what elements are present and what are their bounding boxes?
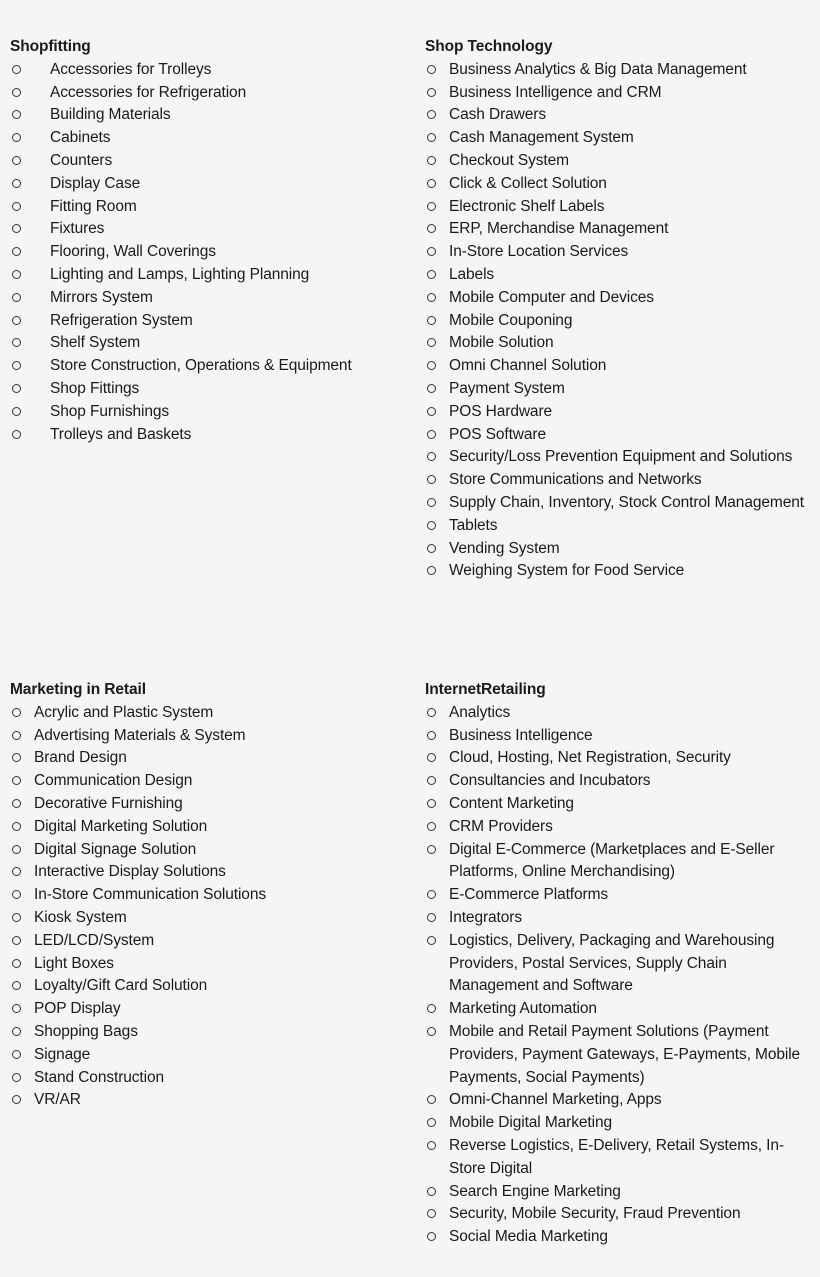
list-item xyxy=(10,196,410,219)
list-item-text: Shelf System xyxy=(50,334,141,352)
hollow-circle-bullet-icon xyxy=(427,332,436,355)
section-internet-retailing xyxy=(425,679,820,1249)
list-item xyxy=(10,401,410,424)
hollow-circle-bullet-icon xyxy=(12,82,21,105)
list-item xyxy=(425,492,820,515)
hollow-circle-bullet-icon xyxy=(12,1044,21,1067)
list-item xyxy=(10,1044,410,1067)
hollow-circle-bullet-icon xyxy=(12,725,21,748)
list-item-text: Content Marketing xyxy=(449,794,574,812)
list-item xyxy=(425,59,820,82)
hollow-circle-bullet-icon xyxy=(12,1067,21,1090)
list-item xyxy=(10,173,410,196)
list-item-text: POS Software xyxy=(449,425,547,443)
hollow-circle-bullet-icon xyxy=(12,747,21,770)
list-item-text: VR/AR xyxy=(34,1091,81,1109)
hollow-circle-bullet-icon xyxy=(427,816,436,839)
list-item-text: Business Intelligence xyxy=(449,726,593,744)
hollow-circle-bullet-icon xyxy=(427,884,436,907)
list-item xyxy=(425,560,820,583)
list-item xyxy=(10,241,410,264)
list-item-text: Consultancies and Incubators xyxy=(449,772,651,790)
list-item xyxy=(425,702,820,725)
list-item xyxy=(425,310,820,333)
list-item-text: Mobile Solution xyxy=(449,334,554,352)
shopfitting-list xyxy=(10,59,410,447)
list-item xyxy=(10,1067,410,1090)
list-item-text: Mirrors System xyxy=(50,288,153,306)
list-item-text: Business Analytics & Big Data Management xyxy=(449,60,747,78)
list-item xyxy=(425,82,820,105)
list-item-text: Mobile Computer and Devices xyxy=(449,288,654,306)
list-item xyxy=(10,1021,410,1044)
hollow-circle-bullet-icon xyxy=(427,1112,436,1135)
list-item xyxy=(10,424,410,447)
list-item-text: Digital Signage Solution xyxy=(34,840,197,858)
list-item xyxy=(10,884,410,907)
list-item-text: Marketing Automation xyxy=(449,1000,597,1018)
list-item xyxy=(425,355,820,378)
hollow-circle-bullet-icon xyxy=(12,355,21,378)
list-item-text: Supply Chain, Inventory, Stock Control Management xyxy=(449,493,804,511)
hollow-circle-bullet-icon xyxy=(427,998,436,1021)
hollow-circle-bullet-icon xyxy=(427,310,436,333)
list-item-text: Integrators xyxy=(449,908,522,926)
list-item-text: Refrigeration System xyxy=(50,311,193,329)
hollow-circle-bullet-icon xyxy=(427,264,436,287)
list-item xyxy=(425,930,820,998)
hollow-circle-bullet-icon xyxy=(427,82,436,105)
list-item-text: Flooring, Wall Coverings xyxy=(50,243,216,261)
hollow-circle-bullet-icon xyxy=(427,770,436,793)
list-item-text: Cash Management System xyxy=(449,129,634,147)
list-item-text: In-Store Location Services xyxy=(449,243,629,261)
hollow-circle-bullet-icon xyxy=(427,1021,436,1044)
list-item xyxy=(425,127,820,150)
list-item-text: Reverse Logistics, E-Delivery, Retail Systems, In-Store Digital xyxy=(449,1136,784,1177)
hollow-circle-bullet-icon xyxy=(12,907,21,930)
list-item xyxy=(425,1203,820,1226)
list-item-text: Store Construction, Operations & Equipment xyxy=(50,357,352,375)
list-item xyxy=(425,1226,820,1249)
hollow-circle-bullet-icon xyxy=(427,793,436,816)
list-item-text: Shop Furnishings xyxy=(50,402,170,420)
hollow-circle-bullet-icon xyxy=(427,1226,436,1249)
hollow-circle-bullet-icon xyxy=(427,355,436,378)
list-item xyxy=(10,104,410,127)
list-item xyxy=(425,770,820,793)
list-item-text: Analytics xyxy=(449,703,511,721)
list-item-text: Shop Fittings xyxy=(50,379,140,397)
hollow-circle-bullet-icon xyxy=(427,446,436,469)
hollow-circle-bullet-icon xyxy=(12,150,21,173)
list-item xyxy=(10,770,410,793)
hollow-circle-bullet-icon xyxy=(427,747,436,770)
list-item xyxy=(425,793,820,816)
list-item-text: Labels xyxy=(449,265,495,283)
list-item-text: Social Media Marketing xyxy=(449,1228,608,1246)
list-item-text: Acrylic and Plastic System xyxy=(34,703,214,721)
list-item-text: Display Case xyxy=(50,174,141,192)
section-title-marketing-in-retail: Marketing in Retail xyxy=(10,681,146,698)
hollow-circle-bullet-icon xyxy=(12,241,21,264)
hollow-circle-bullet-icon xyxy=(427,150,436,173)
hollow-circle-bullet-icon xyxy=(427,702,436,725)
list-item xyxy=(10,127,410,150)
list-item-text: Digital Marketing Solution xyxy=(34,817,208,835)
hollow-circle-bullet-icon xyxy=(427,1089,436,1112)
hollow-circle-bullet-icon xyxy=(427,401,436,424)
list-item xyxy=(425,218,820,241)
list-item-text: CRM Providers xyxy=(449,817,553,835)
list-item xyxy=(425,401,820,424)
list-item xyxy=(425,173,820,196)
list-item xyxy=(10,725,410,748)
list-item xyxy=(10,975,410,998)
hollow-circle-bullet-icon xyxy=(427,196,436,219)
list-item xyxy=(10,907,410,930)
list-item xyxy=(425,104,820,127)
section-marketing-in-retail xyxy=(10,679,410,1112)
marketing-in-retail-list xyxy=(10,702,410,1112)
list-item-text: ERP, Merchandise Management xyxy=(449,220,669,238)
list-item-text: LED/LCD/System xyxy=(34,931,155,949)
list-item-text: Omni-Channel Marketing, Apps xyxy=(449,1091,662,1109)
hollow-circle-bullet-icon xyxy=(12,264,21,287)
hollow-circle-bullet-icon xyxy=(427,127,436,150)
list-item xyxy=(425,884,820,907)
list-item xyxy=(425,1135,820,1181)
section-title-shop-technology: Shop Technology xyxy=(425,38,553,55)
hollow-circle-bullet-icon xyxy=(12,173,21,196)
list-item-text: Accessories for Trolleys xyxy=(50,60,212,78)
hollow-circle-bullet-icon xyxy=(427,1181,436,1204)
list-item xyxy=(425,196,820,219)
hollow-circle-bullet-icon xyxy=(12,59,21,82)
hollow-circle-bullet-icon xyxy=(12,218,21,241)
list-item xyxy=(425,907,820,930)
list-item-text: Accessories for Refrigeration xyxy=(50,83,247,101)
list-item-text: Brand Design xyxy=(34,749,127,767)
list-item-text: Click & Collect Solution xyxy=(449,174,607,192)
list-item xyxy=(425,241,820,264)
section-shopfitting xyxy=(10,36,410,446)
hollow-circle-bullet-icon xyxy=(12,287,21,310)
section-shop-technology xyxy=(425,36,820,583)
list-item-text: POS Hardware xyxy=(449,402,553,420)
list-item xyxy=(425,1021,820,1089)
list-item xyxy=(425,446,820,469)
hollow-circle-bullet-icon xyxy=(427,287,436,310)
shop-technology-list xyxy=(425,59,820,583)
list-item xyxy=(10,953,410,976)
list-item-text: Communication Design xyxy=(34,772,193,790)
list-item xyxy=(10,998,410,1021)
list-item xyxy=(10,332,410,355)
list-item-text: POP Display xyxy=(34,1000,121,1018)
hollow-circle-bullet-icon xyxy=(427,538,436,561)
hollow-circle-bullet-icon xyxy=(427,839,436,862)
list-item xyxy=(425,839,820,885)
hollow-circle-bullet-icon xyxy=(427,1135,436,1158)
hollow-circle-bullet-icon xyxy=(427,173,436,196)
hollow-circle-bullet-icon xyxy=(12,332,21,355)
list-item xyxy=(425,287,820,310)
list-item-text: E-Commerce Platforms xyxy=(449,886,609,904)
list-item-text: In-Store Communication Solutions xyxy=(34,886,266,904)
hollow-circle-bullet-icon xyxy=(12,793,21,816)
list-item xyxy=(425,998,820,1021)
hollow-circle-bullet-icon xyxy=(12,424,21,447)
list-item-text: Electronic Shelf Labels xyxy=(449,197,605,215)
list-item-text: Search Engine Marketing xyxy=(449,1182,621,1200)
list-item xyxy=(10,355,410,378)
section-title-shopfitting: Shopfitting xyxy=(10,38,91,55)
list-item-text: Vending System xyxy=(449,539,560,557)
list-item-text: Weighing System for Food Service xyxy=(449,562,685,580)
hollow-circle-bullet-icon xyxy=(427,907,436,930)
list-item-text: Mobile Digital Marketing xyxy=(449,1114,612,1132)
list-item-text: Counters xyxy=(50,151,113,169)
list-item-text: Security, Mobile Security, Fraud Prevention xyxy=(449,1205,741,1223)
list-item-text: Cabinets xyxy=(50,129,111,147)
list-item-text: Security/Loss Prevention Equipment and Solutions xyxy=(449,448,793,466)
list-item xyxy=(10,793,410,816)
list-item xyxy=(425,469,820,492)
list-item xyxy=(10,59,410,82)
list-item xyxy=(425,332,820,355)
section-title-internet-retailing: InternetRetailing xyxy=(425,681,546,698)
hollow-circle-bullet-icon xyxy=(12,1021,21,1044)
hollow-circle-bullet-icon xyxy=(427,104,436,127)
list-item xyxy=(425,1181,820,1204)
hollow-circle-bullet-icon xyxy=(12,930,21,953)
list-item-text: Digital E-Commerce (Marketplaces and E-Seller Platforms, Online Merchandising) xyxy=(449,840,775,881)
list-item-text: Stand Construction xyxy=(34,1068,165,1086)
hollow-circle-bullet-icon xyxy=(12,127,21,150)
list-item xyxy=(425,150,820,173)
list-item xyxy=(10,816,410,839)
hollow-circle-bullet-icon xyxy=(12,310,21,333)
hollow-circle-bullet-icon xyxy=(427,469,436,492)
hollow-circle-bullet-icon xyxy=(427,560,436,583)
list-item-text: Fixtures xyxy=(50,220,105,238)
list-item xyxy=(425,515,820,538)
list-item xyxy=(10,378,410,401)
hollow-circle-bullet-icon xyxy=(12,839,21,862)
list-item xyxy=(425,378,820,401)
list-item xyxy=(10,310,410,333)
list-item-text: Advertising Materials & System xyxy=(34,726,246,744)
hollow-circle-bullet-icon xyxy=(427,930,436,953)
hollow-circle-bullet-icon xyxy=(427,492,436,515)
list-item xyxy=(425,424,820,447)
hollow-circle-bullet-icon xyxy=(12,816,21,839)
list-item-text: Mobile Couponing xyxy=(449,311,573,329)
list-item-text: Kiosk System xyxy=(34,908,127,926)
list-item-text: Checkout System xyxy=(449,151,569,169)
list-item-text: Store Communications and Networks xyxy=(449,471,702,489)
list-item xyxy=(10,702,410,725)
list-item-text: Light Boxes xyxy=(34,954,114,972)
list-item-text: Cloud, Hosting, Net Registration, Security xyxy=(449,749,731,767)
hollow-circle-bullet-icon xyxy=(427,241,436,264)
list-item-text: Building Materials xyxy=(50,106,171,124)
hollow-circle-bullet-icon xyxy=(12,104,21,127)
list-item xyxy=(425,1089,820,1112)
list-item-text: Shopping Bags xyxy=(34,1022,138,1040)
hollow-circle-bullet-icon xyxy=(427,59,436,82)
hollow-circle-bullet-icon xyxy=(12,975,21,998)
list-item-text: Lighting and Lamps, Lighting Planning xyxy=(50,265,310,283)
list-item-text: Payment System xyxy=(449,379,565,397)
hollow-circle-bullet-icon xyxy=(12,702,21,725)
list-item-text: Logistics, Delivery, Packaging and Warehousing Providers, Postal Services, Supply Chain Management and Software xyxy=(449,931,775,995)
list-item xyxy=(10,218,410,241)
list-item xyxy=(10,82,410,105)
list-item xyxy=(425,725,820,748)
list-item xyxy=(10,264,410,287)
hollow-circle-bullet-icon xyxy=(427,424,436,447)
hollow-circle-bullet-icon xyxy=(12,861,21,884)
list-item-text: Tablets xyxy=(449,516,498,534)
list-item xyxy=(425,747,820,770)
hollow-circle-bullet-icon xyxy=(12,1089,21,1112)
list-item-text: Interactive Display Solutions xyxy=(34,863,226,881)
list-item-text: Mobile and Retail Payment Solutions (Payment Providers, Payment Gateways, E-Payments, Mobile Payments, Social Payments) xyxy=(449,1022,801,1086)
list-item-text: Business Intelligence and CRM xyxy=(449,83,662,101)
hollow-circle-bullet-icon xyxy=(12,884,21,907)
list-item xyxy=(10,747,410,770)
hollow-circle-bullet-icon xyxy=(12,378,21,401)
list-item xyxy=(425,1112,820,1135)
list-item-text: Decorative Furnishing xyxy=(34,794,183,812)
list-item xyxy=(10,150,410,173)
hollow-circle-bullet-icon xyxy=(427,1203,436,1226)
hollow-circle-bullet-icon xyxy=(12,953,21,976)
hollow-circle-bullet-icon xyxy=(12,196,21,219)
list-item-text: Loyalty/Gift Card Solution xyxy=(34,977,208,995)
hollow-circle-bullet-icon xyxy=(427,378,436,401)
list-item-text: Cash Drawers xyxy=(449,106,546,124)
list-item xyxy=(10,839,410,862)
hollow-circle-bullet-icon xyxy=(427,218,436,241)
list-item-text: Omni Channel Solution xyxy=(449,357,607,375)
hollow-circle-bullet-icon xyxy=(12,401,21,424)
hollow-circle-bullet-icon xyxy=(427,725,436,748)
internet-retailing-list xyxy=(425,702,820,1249)
list-item-text: Signage xyxy=(34,1045,91,1063)
list-item xyxy=(425,538,820,561)
list-item xyxy=(10,287,410,310)
hollow-circle-bullet-icon xyxy=(12,770,21,793)
list-item-text: Fitting Room xyxy=(50,197,137,215)
list-item-text: Trolleys and Baskets xyxy=(50,425,192,443)
list-item xyxy=(10,861,410,884)
list-item xyxy=(425,816,820,839)
list-item xyxy=(10,930,410,953)
list-item xyxy=(425,264,820,287)
hollow-circle-bullet-icon xyxy=(427,515,436,538)
hollow-circle-bullet-icon xyxy=(12,998,21,1021)
list-item xyxy=(10,1089,410,1112)
